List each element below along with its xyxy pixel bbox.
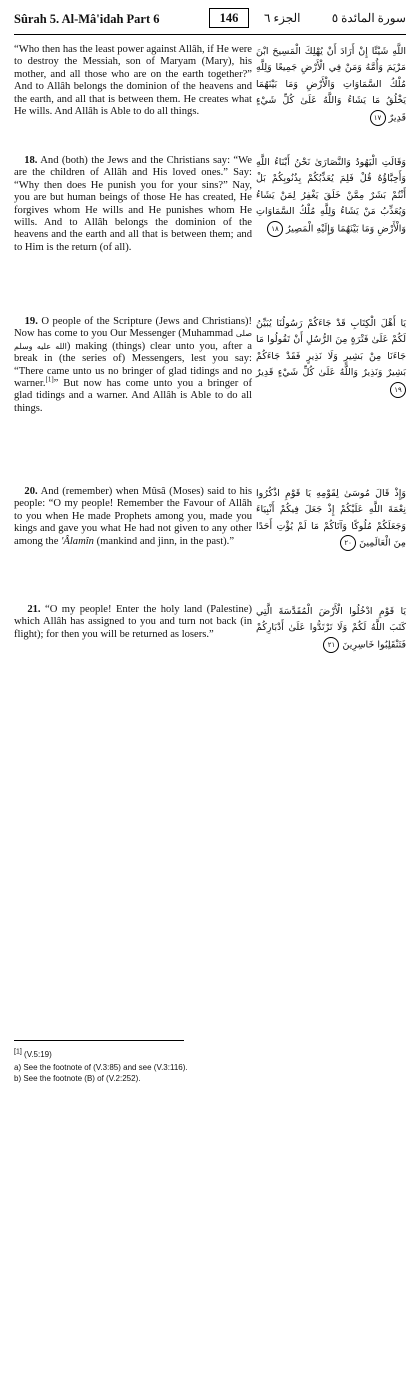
verse-18-arabic bbox=[256, 155, 406, 238]
verse-21-arabic bbox=[256, 604, 406, 654]
surah-label: سورة المائدة ٥ bbox=[331, 11, 406, 25]
footnote-rule bbox=[14, 1040, 184, 1041]
verse-text: O people of the Scripture (Jews and Christians)! Now has come to you Our Messenger (Muhammad bbox=[14, 316, 252, 340]
verse-end-marker: ١٧ bbox=[370, 110, 386, 126]
page-number: 146 bbox=[209, 8, 249, 28]
header-rule bbox=[14, 34, 406, 35]
verse-text: “O my people! Enter the holy land (Palestine) which Allâh has assigned to you and turn not back (in flight); for then you will be returned as losers.” bbox=[14, 604, 252, 640]
header-title: Sûrah 5. Al-Mâ'idah Part 6 bbox=[14, 12, 160, 26]
verse-text: And (remember) when Mûsâ (Moses) said to his people: “O my people! Remember the Favour of Allâh to you when He made Prophets among you, made you kings and gave you what He had not given to any other among the bbox=[14, 486, 252, 547]
footnote-label: [1] bbox=[14, 1048, 22, 1056]
verse-text: (mankind and jinn, in the past).” bbox=[96, 535, 235, 547]
footnote-ref[interactable]: [1] bbox=[45, 375, 54, 384]
salutation: صلى الله عليه وسلم bbox=[14, 329, 252, 351]
verse-17-arabic bbox=[256, 44, 406, 127]
juz-label: الجزء ٦ bbox=[264, 11, 301, 25]
verse-number: 21. bbox=[27, 604, 41, 615]
verse-20-arabic bbox=[256, 486, 406, 552]
verse-number: 19. bbox=[24, 316, 38, 327]
verse-number: 20. bbox=[24, 486, 38, 497]
page-header bbox=[14, 6, 406, 34]
arabic-text: وَقَالَتِ الْيَهُودُ وَالنَّصَارَىٰ نَحْنُ أَبْنَاءُ اللَّهِ وَأَحِبَّاؤُهُ قُلْ فَلِمَ يُعَذِّبُكُمْ بِذُنُوبِكُمْ بَلْ أَنْتُمْ بَشَرٌ مِمَّنْ خَلَقَ يَغْفِرُ لِمَنْ يَشَاءُ وَيُعَذِّبُ مَنْ يَشَاءُ وَلِلَّهِ مُلْكُ السَّمَاوَاتِ وَالْأَرْضِ وَمَا بَيْنَهُمَا وَإِلَيْهِ الْمَصِيرُ bbox=[256, 157, 406, 235]
footnote-a: a) See the footnote of (V.3:85) and see (V.3:116). bbox=[14, 1063, 188, 1072]
verse-text: “Who then has the least power against Allâh, if He were to destroy the Messiah, son of Maryam (Mary), his mother, and all those who are on the earth together?” And to Allâh belongs the dominion of the heavens and the earth, and all that is between them. He creates what He wills. And Allâh is Able to do all things. bbox=[14, 44, 252, 118]
verse-end-marker: ٢٠ bbox=[340, 535, 356, 551]
verse-text: ) making (things) clear unto you, after a break in (the series of) Messengers, lest you say: “There came unto us no bringer of glad tidings and no warner. bbox=[14, 340, 252, 390]
verse-text: ” But now has come unto you a bringer of glad tidings and a warner. And Allâh is Able to do all things. bbox=[14, 378, 252, 414]
footnote-b: b) See the footnote (B) of (V.2:252). bbox=[14, 1074, 141, 1083]
verse-text: And (both) the Jews and the Christians say: “We are the children of Allâh and His loved ones.” Say: “Why then does He punish you for your sins?” Nay, you are but human beings of those He has created, He forgives whom He wills and He punishes whom He wills. And to Allâh belongs the dominion of the heavens and the earth and all that is between them; and to Him is the return (of all). bbox=[14, 155, 252, 253]
arabic-text: وَإِذْ قَالَ مُوسَىٰ لِقَوْمِهِ يَا قَوْمِ اذْكُرُوا نِعْمَةَ اللَّهِ عَلَيْكُمْ إِذْ جَعَلَ فِيكُمْ أَنْبِيَاءَ وَجَعَلَكُمْ مُلُوكًا وَآتَاكُمْ مَا لَمْ يُؤْتِ أَحَدًا مِنَ الْعَالَمِينَ bbox=[256, 488, 406, 549]
verse-end-marker: ١٩ bbox=[390, 382, 406, 398]
verse-20-english bbox=[14, 486, 252, 548]
verse-end-marker: ١٨ bbox=[267, 221, 283, 237]
verse-19-english bbox=[14, 316, 252, 415]
verse-18-english bbox=[14, 155, 252, 254]
arabic-text: يَا أَهْلَ الْكِتَابِ قَدْ جَاءَكُمْ رَسُولُنَا يُبَيِّنُ لَكُمْ عَلَىٰ فَتْرَةٍ مِنَ الرُّسُلِ أَنْ تَقُولُوا مَا جَاءَنَا مِنْ بَشِيرٍ وَلَا نَذِيرٍ فَقَدْ جَاءَكُمْ بَشِيرٌ وَنَذِيرٌ وَاللَّهُ عَلَىٰ كُلِّ شَيْءٍ قَدِيرٌ bbox=[256, 318, 406, 379]
verse-end-marker: ٢١ bbox=[323, 637, 339, 653]
footnote-text: (V.5:19) bbox=[24, 1050, 52, 1059]
arabic-text: يَا قَوْمِ ادْخُلُوا الْأَرْضَ الْمُقَدَّسَةَ الَّتِي كَتَبَ اللَّهُ لَكُمْ وَلَا تَرْتَدُّوا عَلَىٰ أَدْبَارِكُمْ فَتَنْقَلِبُوا خَاسِرِينَ bbox=[256, 606, 406, 651]
verse-21-english bbox=[14, 604, 252, 641]
verse-19-arabic bbox=[256, 316, 406, 399]
italic-term: 'Âlamîn bbox=[61, 535, 94, 547]
arabic-text: اللَّهِ شَيْئًا إِنْ أَرَادَ أَنْ يُهْلِكَ الْمَسِيحَ ابْنَ مَرْيَمَ وَأُمَّهُ وَمَنْ فِي الْأَرْضِ جَمِيعًا وَلِلَّهِ مُلْكُ السَّمَاوَاتِ وَالْأَرْضِ وَمَا بَيْنَهُمَا يَخْلُقُ مَا يَشَاءُ وَاللَّهُ عَلَىٰ كُلِّ شَيْءٍ قَدِيرٌ bbox=[256, 46, 406, 124]
verse-number: 18. bbox=[24, 155, 38, 166]
footnote-1 bbox=[14, 1050, 406, 1060]
verse-17-english bbox=[14, 44, 252, 118]
